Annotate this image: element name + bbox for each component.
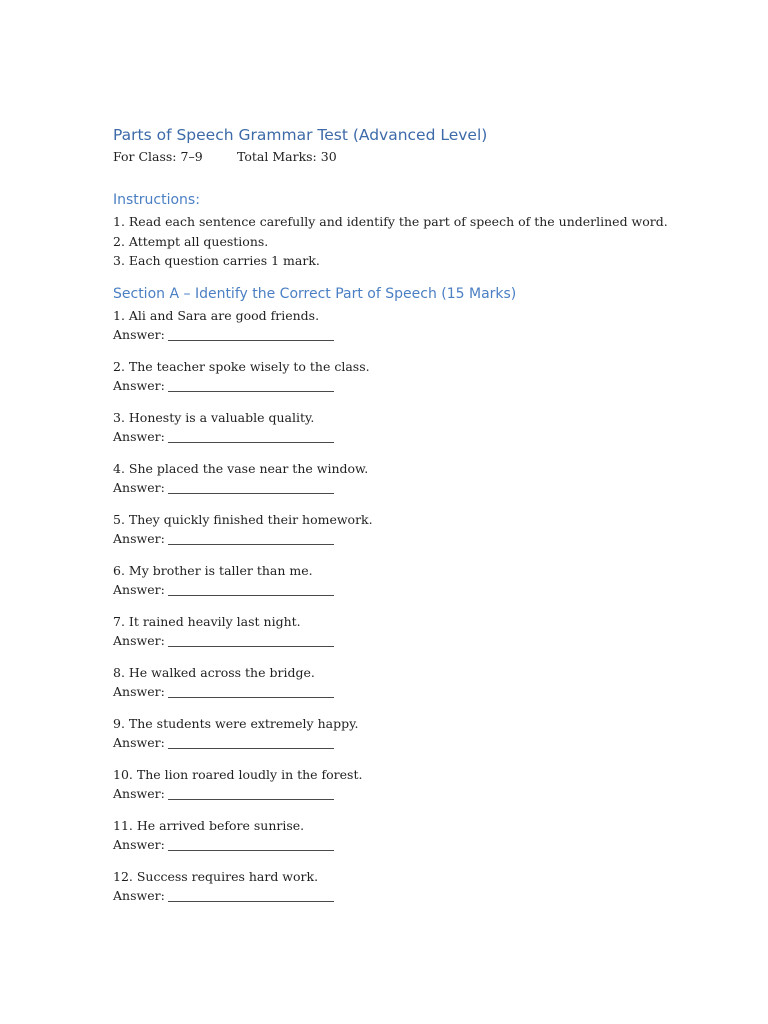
question-text: 6. My brother is taller than me. — [113, 562, 313, 578]
answer-label: Answer: — [113, 378, 165, 393]
question-text: 11. He arrived before sunrise. — [113, 817, 305, 833]
question-item — [113, 306, 673, 345]
instructions-list — [113, 212, 673, 271]
instruction-item: 2. Attempt all questions. — [113, 233, 269, 249]
question-text: 9. The students were extremely happy. — [113, 715, 359, 731]
answer-blank[interactable] — [168, 838, 334, 851]
answer-blank[interactable] — [168, 328, 334, 341]
answer-blank[interactable] — [168, 430, 334, 443]
answer-blank[interactable] — [168, 532, 334, 545]
answer-line — [113, 529, 673, 549]
question-text: 2. The teacher spoke wisely to the class. — [113, 358, 370, 374]
answer-line — [113, 886, 673, 906]
answer-blank[interactable] — [168, 787, 334, 800]
answer-label: Answer: — [113, 837, 165, 852]
question-item — [113, 357, 673, 396]
question-list — [113, 306, 673, 906]
question-item — [113, 663, 673, 702]
question-item — [113, 765, 673, 804]
answer-label: Answer: — [113, 480, 165, 495]
question-item — [113, 561, 673, 600]
question-item — [113, 816, 673, 855]
test-meta — [113, 147, 673, 167]
section-a-heading: Section A – Identify the Correct Part of Speech (15 Marks) — [113, 285, 517, 302]
instructions-heading: Instructions: — [113, 192, 200, 208]
question-text: 8. He walked across the bridge. — [113, 664, 315, 680]
question-item — [113, 612, 673, 651]
answer-blank[interactable] — [168, 583, 334, 596]
answer-label: Answer: — [113, 735, 165, 750]
answer-line — [113, 427, 673, 447]
answer-label: Answer: — [113, 531, 165, 546]
answer-line — [113, 478, 673, 498]
answer-line — [113, 325, 673, 345]
question-item — [113, 867, 673, 906]
answer-label: Answer: — [113, 888, 165, 903]
answer-blank[interactable] — [168, 379, 334, 392]
answer-label: Answer: — [113, 429, 165, 444]
answer-label: Answer: — [113, 327, 165, 342]
question-text: 1. Ali and Sara are good friends. — [113, 307, 320, 323]
document-title: Parts of Speech Grammar Test (Advanced Level) — [113, 126, 488, 144]
question-text: 5. They quickly finished their homework. — [113, 511, 373, 527]
answer-label: Answer: — [113, 786, 165, 801]
class-info: For Class: 7–9 — [113, 149, 203, 164]
answer-blank[interactable] — [168, 634, 334, 647]
question-text: 3. Honesty is a valuable quality. — [113, 409, 315, 425]
question-text: 10. The lion roared loudly in the forest. — [113, 766, 363, 782]
question-item — [113, 510, 673, 549]
answer-blank[interactable] — [168, 736, 334, 749]
instruction-item: 1. Read each sentence carefully and identify the part of speech of the underlined word. — [113, 214, 668, 229]
instruction-item: 3. Each question carries 1 mark. — [113, 253, 320, 268]
answer-label: Answer: — [113, 582, 165, 597]
total-marks: Total Marks: 30 — [237, 149, 337, 164]
answer-label: Answer: — [113, 684, 165, 699]
answer-line — [113, 580, 673, 600]
answer-label: Answer: — [113, 633, 165, 648]
question-text: 12. Success requires hard work. — [113, 868, 319, 884]
question-item — [113, 459, 673, 498]
answer-blank[interactable] — [168, 889, 334, 902]
answer-line — [113, 682, 673, 702]
answer-line — [113, 835, 673, 855]
answer-line — [113, 733, 673, 753]
answer-line — [113, 631, 673, 651]
question-item — [113, 714, 673, 753]
question-item — [113, 408, 673, 447]
answer-blank[interactable] — [168, 481, 334, 494]
question-text: 7. It rained heavily last night. — [113, 613, 301, 629]
answer-line — [113, 784, 673, 804]
document-content — [113, 124, 673, 918]
answer-blank[interactable] — [168, 685, 334, 698]
question-text: 4. She placed the vase near the window. — [113, 460, 369, 476]
answer-line — [113, 376, 673, 396]
